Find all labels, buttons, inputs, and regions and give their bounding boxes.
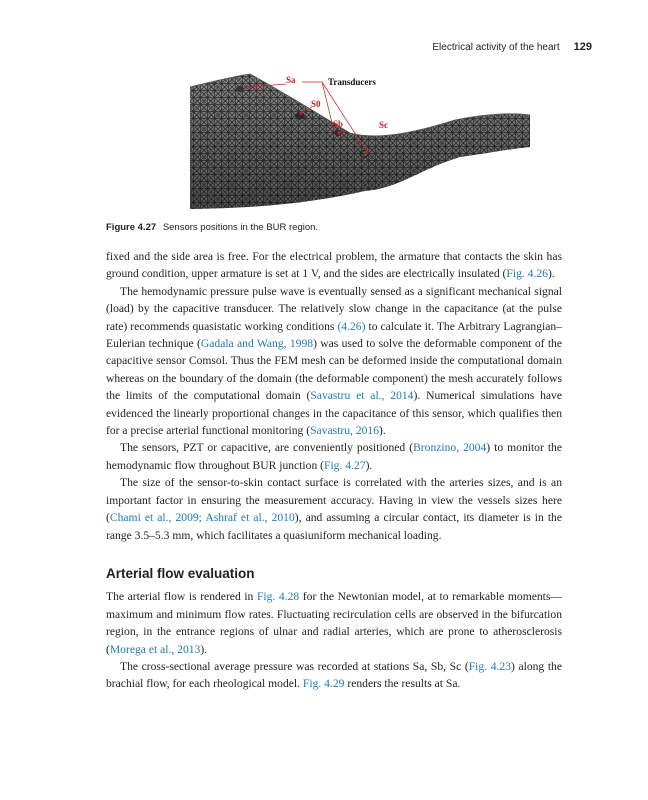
text-run: The arterial flow is rendered in bbox=[106, 590, 257, 604]
text-run: ). bbox=[379, 424, 386, 438]
running-title: Electrical activity of the heart bbox=[432, 42, 560, 53]
text-run: ), and assuming a circular contact, its diameter is in the range 3.5–5.3 mm, which facilitates a quasiuniform mechanical loading. bbox=[106, 511, 562, 542]
caption-label: Figure 4.27 bbox=[106, 222, 157, 233]
paragraph bbox=[106, 658, 562, 693]
text-run: fixed and the side area is free. For the electrical problem, the armature that contacts the skin has ground condition, upper armature is set at 1 V, and the sides are electrically insulated ( bbox=[106, 250, 562, 281]
text-run: ). Numerical simulations have evidenced the linearly proportional changes in the capacitance of this sensor, which qualifies then for a precise arterial functional monitoring ( bbox=[106, 389, 563, 438]
section-heading: Arterial flow evaluation bbox=[106, 565, 255, 581]
citation-link[interactable]: Morega et al., 2013 bbox=[109, 642, 201, 656]
text-run: for the Newtonian model, at to remarkable moments—maximum and minimum flow rates. Fluctuating recirculation cells are observed in the bifurcation region, in the entrance regions of ulnar and radial arteries, which are prone to atherosclerosis ( bbox=[106, 590, 562, 656]
paragraph bbox=[106, 283, 562, 440]
text-run: to calculate it. The Arbitrary Lagrangian–Eulerian technique ( bbox=[106, 319, 562, 351]
label-sc: Sc bbox=[379, 120, 388, 130]
text-run: renders the results at Sa. bbox=[344, 677, 461, 691]
text-run: ). bbox=[200, 642, 208, 656]
figure-caption bbox=[106, 222, 318, 233]
page-number: 129 bbox=[573, 41, 592, 53]
mesh-body bbox=[190, 73, 530, 213]
caption-text: Sensors positions in the BUR region. bbox=[162, 222, 319, 233]
text-run: ) was used to solve the deformable component of the capacitive sensor Comsol. Thus the FEM mesh can be deformed inside the computational domain whereas on the boundary of the domain (the deformable component) the mesh accurately follows the limits of the computational domain ( bbox=[106, 337, 562, 403]
text-run: ). bbox=[547, 267, 555, 281]
citation-link[interactable]: Gadala and Wang, 1998 bbox=[200, 337, 314, 351]
fem-mesh-figure bbox=[190, 73, 530, 213]
text-run: The hemodynamic pressure pulse wave is eventually sensed as a significant mechanical signal (load) by the capacitive transducer. The relatively slow change in the capacitance (at the pulse rate) recommends quasistatic working conditions bbox=[106, 284, 562, 333]
sensor-marker-sa bbox=[236, 86, 244, 92]
citation-link[interactable]: Fig. 4.26 bbox=[506, 267, 548, 281]
label-transducers: Transducers bbox=[328, 77, 376, 87]
paragraph bbox=[106, 439, 562, 474]
text-run: ) along the brachial flow, for each rheological model. bbox=[106, 659, 562, 691]
text-run: ). bbox=[365, 458, 373, 472]
running-head bbox=[432, 41, 592, 53]
citation-link[interactable]: (4.26) bbox=[337, 319, 366, 333]
citation-link[interactable]: Savastru, 2016 bbox=[310, 424, 380, 438]
paragraph bbox=[106, 248, 562, 283]
citation-link[interactable]: Savastru et al., 2014 bbox=[310, 389, 414, 403]
text-run: The cross-sectional average pressure was recorded at stations Sa, Sb, Sc ( bbox=[120, 659, 469, 673]
label-sa: Sa bbox=[286, 75, 296, 85]
citation-link[interactable]: Fig. 4.28 bbox=[256, 590, 300, 604]
figure-4-27 bbox=[190, 73, 530, 213]
citation-link[interactable]: Fig. 4.29 bbox=[302, 677, 345, 691]
citation-link[interactable]: Bronzino, 2004 bbox=[413, 441, 487, 455]
paragraph bbox=[106, 588, 562, 658]
citation-link[interactable]: Chami et al., 2009; Ashraf et al., 2010 bbox=[109, 511, 295, 525]
citation-link[interactable]: Fig. 4.23 bbox=[468, 659, 511, 673]
citation-link[interactable]: Fig. 4.27 bbox=[324, 458, 366, 472]
paragraph bbox=[106, 474, 562, 544]
body-text bbox=[106, 248, 562, 693]
label-s0: S0 bbox=[311, 99, 321, 109]
label-sb: Sb bbox=[333, 119, 344, 129]
text-run: ) to monitor the hemodynamic flow throughout BUR junction ( bbox=[106, 441, 562, 472]
text-run: The sensors, PZT or capacitive, are conveniently positioned ( bbox=[120, 441, 414, 455]
text-run: The size of the sensor-to-skin contact surface is correlated with the arteries sizes, and is an important factor in ensuring the measurement accuracy. Having in view the vessels sizes here ( bbox=[106, 476, 562, 525]
